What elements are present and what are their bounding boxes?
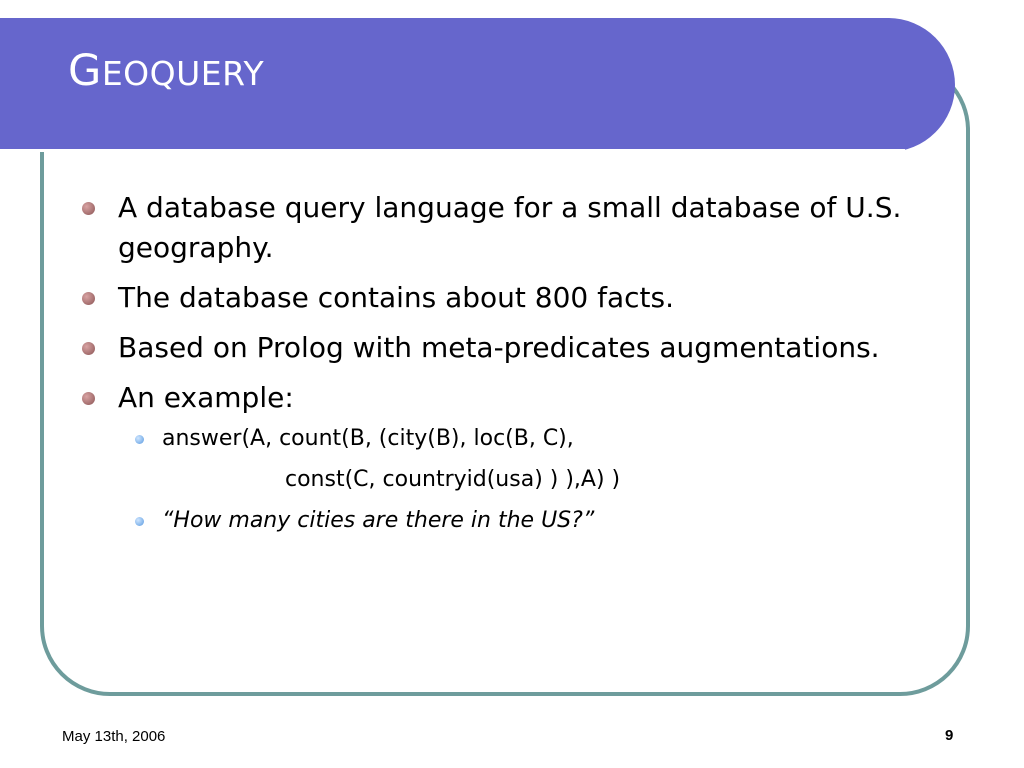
slide-title-initial: G (68, 46, 102, 96)
sub-bullet-item (80, 500, 940, 541)
bullet-item (80, 328, 940, 368)
bullet-dot-icon (82, 392, 95, 405)
bullet-dot-icon (82, 292, 95, 305)
sub-bullet-item (80, 418, 940, 459)
bullet-dot-icon (82, 202, 95, 215)
sub-bullet-continuation (80, 459, 940, 500)
sub-bullet-text: “How many cities are there in the US?” (162, 508, 595, 533)
bullet-item (80, 378, 940, 418)
bullet-text: A database query language for a small database of U.S. geography. (118, 191, 902, 264)
page-number: 9 (945, 727, 954, 744)
bullet-text: Based on Prolog with meta-predicates augmentations. (118, 331, 880, 364)
bullet-item (80, 278, 940, 318)
bullet-text: An example: (118, 381, 294, 414)
slide-content (80, 188, 940, 541)
slide-title-rest: EOQUERY (101, 54, 265, 93)
title-underline (0, 149, 905, 152)
sub-bullet-dot-icon (135, 517, 144, 526)
bullet-item (80, 188, 940, 268)
sub-bullet-text: answer(A, count(B, (city(B), loc(B, C), (162, 426, 574, 451)
sub-bullet-dot-icon (135, 435, 144, 444)
sub-bullet-text: const(C, countryid(usa) ) ),A) ) (285, 467, 621, 492)
bullet-text: The database contains about 800 facts. (118, 281, 675, 314)
bullet-dot-icon (82, 342, 95, 355)
footer-date: May 13th, 2006 (62, 728, 166, 745)
slide-title (68, 46, 265, 96)
